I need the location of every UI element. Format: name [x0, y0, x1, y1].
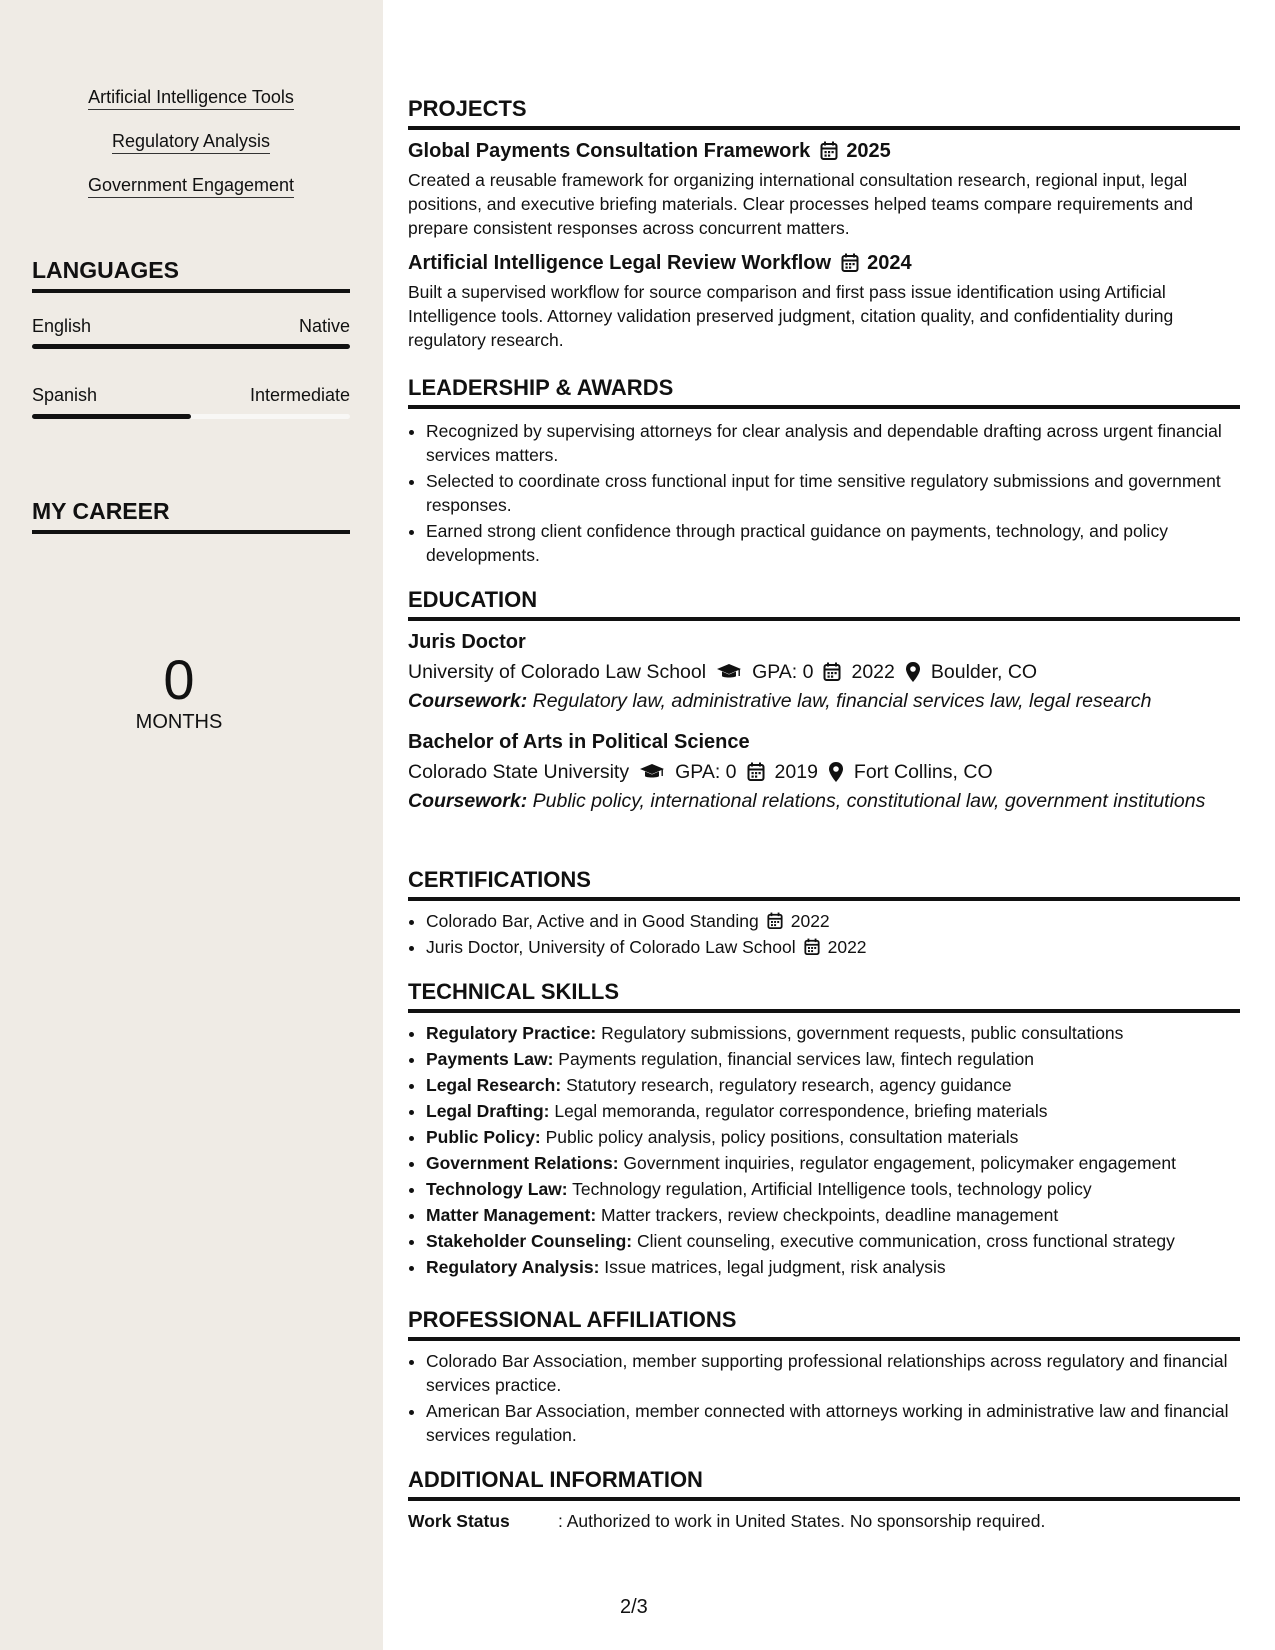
skill-key: Payments Law: — [426, 1049, 554, 1069]
list-item — [426, 1073, 1240, 1097]
education-item — [408, 729, 1240, 813]
graduation-cap-icon — [716, 663, 742, 681]
technical-skills-section — [408, 979, 1240, 1281]
project-year: 2024 — [867, 252, 912, 274]
degree: Bachelor of Arts in Political Science — [408, 731, 750, 753]
skill-value: Public policy analysis, policy positions, consultation materials — [540, 1127, 1019, 1147]
coursework-text: Regulatory law, administrative law, financial services law, legal research — [527, 690, 1152, 712]
sidebar — [0, 0, 383, 1650]
skill-key: Public Policy: — [426, 1127, 541, 1147]
skill-value: Matter trackers, review checkpoints, deadline management — [596, 1205, 1059, 1225]
skill-value: Client counseling, executive communication, cross functional strategy — [632, 1231, 1175, 1251]
skill-value: Government inquiries, regulator engagement, policymaker engagement — [618, 1153, 1176, 1173]
education-item — [408, 629, 1240, 713]
career-value: 0 — [163, 648, 195, 711]
list-item — [426, 1021, 1240, 1045]
list-item — [426, 1203, 1240, 1227]
projects-section — [408, 96, 1240, 352]
school-name: University of Colorado Law School — [408, 661, 707, 683]
location: Boulder, CO — [930, 661, 1038, 683]
work-status-label: Work Status — [408, 1511, 510, 1531]
cert-year: 2022 — [790, 911, 830, 931]
list-item: • American Bar Association, member connected with attorneys working in administrative law and financial services regulation. — [426, 1399, 1240, 1447]
technical-skills-list — [426, 1021, 1240, 1279]
skill-key: Stakeholder Counseling: — [426, 1231, 633, 1251]
calendar-icon — [820, 141, 838, 161]
list-item: • Recognized by supervising attorneys for clear analysis and dependable drafting across urgent financial services matters. — [426, 419, 1240, 467]
section-title: PROJECTS — [408, 96, 1240, 130]
education-section — [408, 587, 1240, 813]
skill-tag: Regulatory Analysis — [112, 130, 270, 154]
calendar-icon — [823, 662, 841, 682]
list-item — [426, 1255, 1240, 1279]
skill-tag: Government Engagement — [88, 174, 294, 198]
gpa: GPA: 0 — [752, 661, 814, 683]
skill-value: Technology regulation, Artificial Intelligence tools, technology policy — [567, 1179, 1092, 1199]
project-description: Created a reusable framework for organizing international consultation research, regional input, legal positions, and executive briefing materials. Clear processes helped teams compare requirements and prepare consistent responses across concurrent matters. — [408, 170, 1193, 238]
calendar-icon — [804, 938, 820, 956]
calendar-icon — [767, 912, 783, 930]
career-heading: MY CAREER — [32, 498, 350, 534]
cert-year: 2022 — [827, 937, 867, 957]
work-status — [408, 1509, 1240, 1533]
sidebar-skills — [32, 86, 350, 218]
language-level: Intermediate — [249, 385, 350, 405]
section-title: LEADERSHIP & AWARDS — [408, 375, 1240, 409]
graduation-year: 2019 — [774, 761, 818, 783]
calendar-icon — [841, 253, 859, 273]
page-number: 2/3 — [620, 1596, 648, 1618]
list-item — [426, 1047, 1240, 1071]
list-item — [426, 1151, 1240, 1175]
list-item — [426, 1229, 1240, 1253]
language-level: Native — [298, 316, 350, 336]
language-bar — [32, 414, 350, 419]
section-title: PROFESSIONAL AFFILIATIONS — [408, 1307, 1240, 1341]
skill-value: Issue matrices, legal judgment, risk analysis — [599, 1257, 946, 1277]
coursework-label: Coursework: — [408, 790, 528, 812]
certifications-section — [408, 867, 1240, 961]
location: Fort Collins, CO — [853, 761, 993, 783]
list-item: • Earned strong client confidence through practical guidance on payments, technology, and policy developments. — [426, 519, 1240, 567]
language-bar-fill — [32, 414, 191, 419]
leadership-list — [426, 419, 1240, 567]
skill-key: Legal Drafting: — [426, 1101, 550, 1121]
section-title: CERTIFICATIONS — [408, 867, 1240, 901]
graduation-year: 2022 — [851, 661, 895, 683]
skill-key: Government Relations: — [426, 1153, 619, 1173]
project-name: Global Payments Consultation Framework — [408, 140, 811, 162]
project-name: Artificial Intelligence Legal Review Workflow — [408, 252, 832, 274]
skill-tag: Artificial Intelligence Tools — [88, 86, 294, 110]
coursework — [408, 789, 1240, 813]
main-content — [408, 0, 1240, 1650]
certifications-list — [426, 909, 1240, 959]
language-name: English — [32, 316, 92, 336]
list-item — [426, 1125, 1240, 1149]
coursework — [408, 689, 1240, 713]
list-item — [426, 1099, 1240, 1123]
list-item — [426, 1177, 1240, 1201]
skill-key: Regulatory Analysis: — [426, 1257, 600, 1277]
coursework-label: Coursework: — [408, 690, 528, 712]
list-item — [426, 909, 1240, 933]
list-item: • Colorado Bar Association, member supporting professional relationships across regulatory and financial services practice. — [426, 1349, 1240, 1397]
skill-key: Technology Law: — [426, 1179, 568, 1199]
affiliations-section — [408, 1307, 1240, 1449]
graduation-cap-icon — [639, 763, 665, 781]
additional-section — [408, 1467, 1240, 1533]
skill-value: Statutory research, regulatory research, agency guidance — [561, 1075, 1012, 1095]
career-unit: MONTHS — [135, 711, 223, 733]
calendar-icon — [747, 762, 765, 782]
affiliations-list — [426, 1349, 1240, 1447]
skill-key: Regulatory Practice: — [426, 1023, 597, 1043]
section-title: ADDITIONAL INFORMATION — [408, 1467, 1240, 1501]
gpa: GPA: 0 — [675, 761, 737, 783]
school-name: Colorado State University — [408, 761, 630, 783]
list-item: • Selected to coordinate cross functional input for time sensitive regulatory submissions and government responses. — [426, 469, 1240, 517]
language-name: Spanish — [32, 385, 98, 405]
coursework-text: Public policy, international relations, constitutional law, government institutions — [527, 790, 1206, 812]
project-item — [408, 250, 1240, 352]
language-row — [32, 384, 350, 406]
project-item — [408, 138, 1240, 240]
skill-value: Regulatory submissions, government requests, public consultations — [596, 1023, 1124, 1043]
skill-key: Legal Research: — [426, 1075, 562, 1095]
language-bar-fill — [32, 344, 350, 349]
work-status-value: : Authorized to work in United States. No sponsorship required. — [558, 1511, 1046, 1531]
section-title: EDUCATION — [408, 587, 1240, 621]
skill-value: Payments regulation, financial services law, fintech regulation — [553, 1049, 1034, 1069]
skill-value: Legal memoranda, regulator correspondence, briefing materials — [549, 1101, 1048, 1121]
skill-key: Matter Management: — [426, 1205, 597, 1225]
section-title: TECHNICAL SKILLS — [408, 979, 1240, 1013]
cert-name: • Juris Doctor, University of Colorado Law School — [426, 937, 796, 957]
list-item — [426, 935, 1240, 959]
cert-name: • Colorado Bar, Active and in Good Standing — [426, 911, 759, 931]
degree: Juris Doctor — [408, 631, 526, 653]
project-year: 2025 — [846, 140, 891, 162]
language-row — [32, 315, 350, 337]
map-pin-icon — [828, 761, 844, 783]
languages-heading: LANGUAGES — [32, 257, 350, 293]
leadership-section — [408, 375, 1240, 569]
map-pin-icon — [905, 661, 921, 683]
project-description: Built a supervised workflow for source comparison and first pass issue identification using Artificial Intelligence tools. Attorney validation preserved judgment, citation quality, and confidentiality during regulatory research. — [408, 282, 1174, 350]
language-bar — [32, 344, 350, 349]
